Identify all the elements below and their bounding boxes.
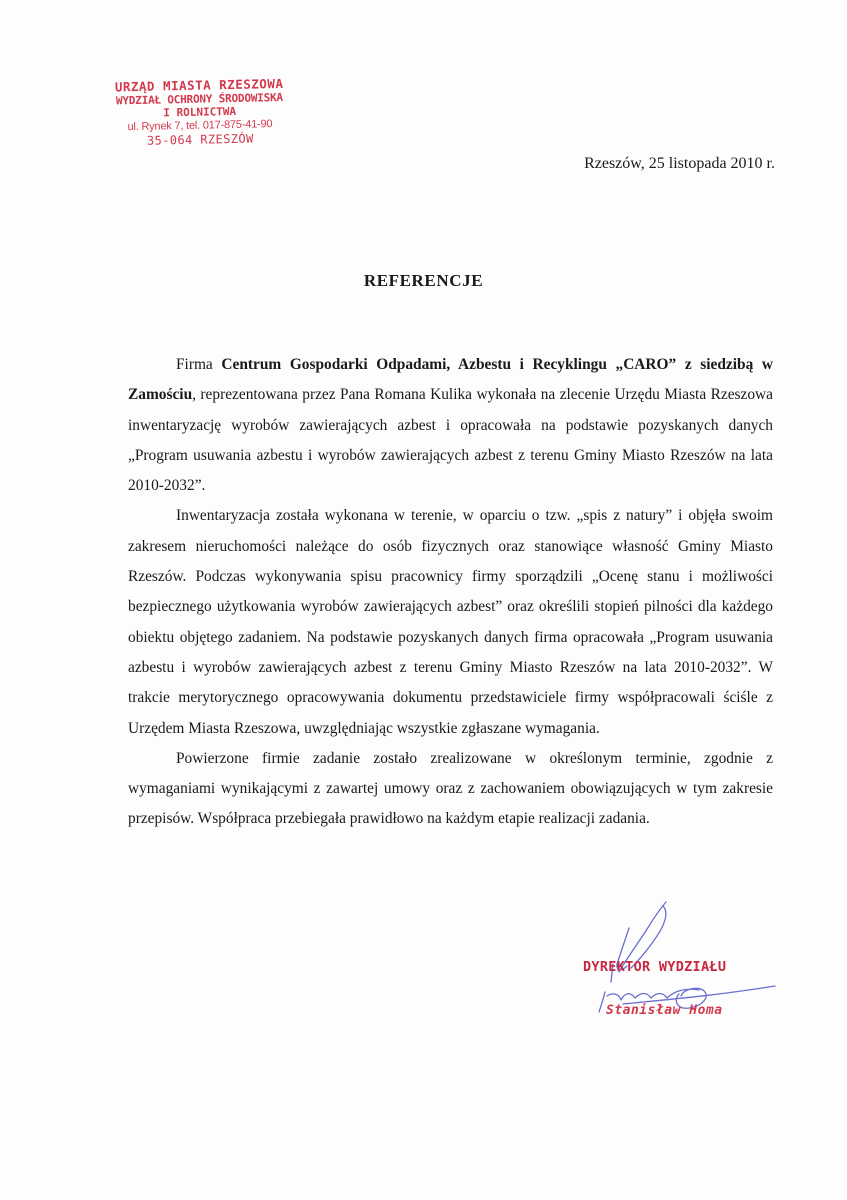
stamp-line-office: URZĄD MIASTA RZESZOWA [114,75,284,95]
document-body [128,350,773,835]
paragraph-1-rest: , reprezentowana przez Pana Romana Kulika wykonała na zlecenie Urzędu Miasta Rzeszowa inwentaryzację wyrobów zawierających azbest i opracowała na podstawie pozyskanych danych „Program usuwania azbestu i wyrobów zawierających azbest z terenu Gminy Miasto Rzeszów na lata 2010-2032”. [128,386,773,495]
document-date: Rzeszów, 25 listopada 2010 r. [584,155,775,172]
paragraph-1-lead: Firma [176,356,222,373]
paragraph-1 [128,350,773,501]
document-title: REFERENCJE [363,271,484,290]
stamp-line-department-cont: I ROLNICTWA [163,104,237,120]
stamp-line-postcode: 35-064 RZESZÓW [146,131,254,148]
signature-block [583,900,793,1030]
paragraph-3: Powierzone firmie zadanie zostało zrealizowane w określonym terminie, zgodnie z wymaganiami wynikającymi z zawartej umowy oraz z zachowaniem obowiązujących w tym zakresie przepisów. Współpraca przebiegała prawidłowo na każdym etapie realizacji zadania. [128,749,773,828]
stamp-line-address: ul. Rynek 7, tel. 017-875-41-90 [127,118,273,134]
office-stamp [88,75,311,149]
paragraph-2: Inwentaryzacja została wykonana w terenie, w oparciu o tzw. „spis z natury” i objęła swoim zakresem nieruchomości należące do osób fizycznych oraz stanowiące własność Gminy Miasto Rzeszów. Podczas wykonywania spisu pracownicy firmy sporządzili „Ocenę stanu i możliwości bezpiecznego użytkowania wyrobów zawierających azbest” oraz określili stopień pilności dla każdego obiektu objętego zadaniem. Na podstawie pozyskanych danych firma opracowała „Program usuwania azbestu i wyrobów zawierających azbest z terenu Gminy Miasto Rzeszów na lata 2010-2032”. W trakcie merytorycznego opracowywania dokumentu przedstawiciele firmy współpracowali ściśle z Urzędem Miasta Rzeszowa, uwzględniając wszystkie zgłaszane wymagania. [128,507,773,737]
stamp-line-department: WYDZIAŁ OCHRONY ŚRODOWISKA [115,90,284,108]
signature-title-stamp: DYREKTOR WYDZIAŁU [583,959,727,975]
company-name: Centrum Gospodarki Odpadami, Azbestu i Recyklingu „CARO” z siedzibą w Zamościu [128,356,773,404]
signature-name-stamp: Stanisław Homa [606,1003,723,1018]
